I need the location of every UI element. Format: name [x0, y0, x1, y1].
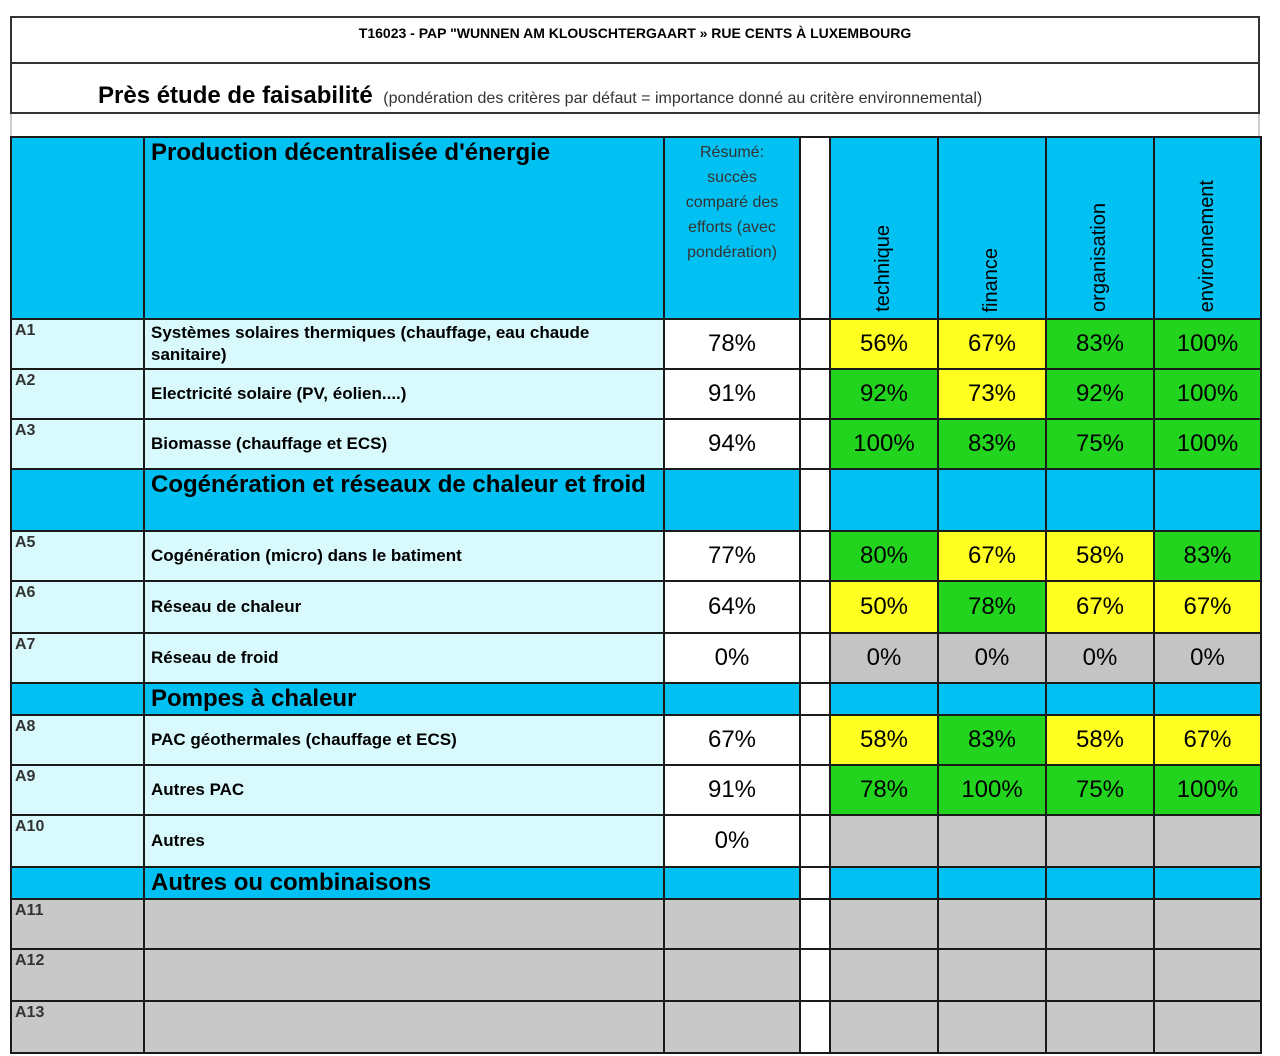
section-criterion-cell	[830, 867, 938, 899]
section-criterion-cell	[1046, 867, 1154, 899]
table-row	[11, 319, 1261, 369]
score-organisation	[1046, 1001, 1154, 1053]
criterion-header-organisation	[1046, 137, 1154, 319]
score-finance: 100%	[938, 765, 1046, 815]
row-summary: 91%	[664, 765, 800, 815]
summary-header-line: pondération)	[687, 244, 777, 261]
row-code: A9	[11, 765, 144, 815]
score-technique: 92%	[830, 369, 938, 419]
row-label	[144, 949, 664, 1001]
row-label: Systèmes solaires thermiques (chauffage, eau chaude sanitaire)	[144, 319, 664, 369]
section-criterion-cell	[938, 469, 1046, 531]
gap-cell	[800, 949, 830, 1001]
section-summary-cell	[664, 867, 800, 899]
section-title: Production décentralisée d'énergie	[144, 137, 664, 319]
summary-header	[664, 137, 800, 319]
row-label: Biomasse (chauffage et ECS)	[144, 419, 664, 469]
criterion-label: organisation	[1088, 203, 1110, 312]
row-code: A10	[11, 815, 144, 867]
row-label: Réseau de froid	[144, 633, 664, 683]
score-organisation: 67%	[1046, 581, 1154, 633]
section-title: Cogénération et réseaux de chaleur et froid	[144, 469, 664, 531]
row-code: A11	[11, 899, 144, 949]
score-organisation	[1046, 949, 1154, 1001]
summary-header-line: succès	[707, 169, 757, 186]
gap-cell	[800, 531, 830, 581]
score-technique: 80%	[830, 531, 938, 581]
section-title: Pompes à chaleur	[144, 683, 664, 715]
score-organisation: 92%	[1046, 369, 1154, 419]
section-criterion-cell	[938, 683, 1046, 715]
criterion-label: technique	[872, 225, 894, 312]
score-technique	[830, 949, 938, 1001]
row-code: A1	[11, 319, 144, 369]
table-row	[11, 715, 1261, 765]
score-technique	[830, 899, 938, 949]
section-criterion-cell	[1154, 867, 1261, 899]
row-summary: 94%	[664, 419, 800, 469]
gap-cell	[800, 369, 830, 419]
section-summary-cell	[664, 683, 800, 715]
score-technique: 50%	[830, 581, 938, 633]
row-code: A13	[11, 1001, 144, 1053]
row-label: Autres	[144, 815, 664, 867]
score-environnement: 0%	[1154, 633, 1261, 683]
score-environnement: 100%	[1154, 369, 1261, 419]
table-row	[11, 899, 1261, 949]
gap-cell	[800, 815, 830, 867]
score-organisation	[1046, 899, 1154, 949]
score-environnement	[1154, 1001, 1261, 1053]
row-code: A5	[11, 531, 144, 581]
row-summary	[664, 949, 800, 1001]
row-summary: 91%	[664, 369, 800, 419]
score-environnement: 100%	[1154, 319, 1261, 369]
section-criterion-cell	[1154, 683, 1261, 715]
row-code: A7	[11, 633, 144, 683]
gap-cell	[800, 581, 830, 633]
score-finance	[938, 815, 1046, 867]
section-criterion-cell	[1046, 683, 1154, 715]
criterion-header-finance	[938, 137, 1046, 319]
study-subtitle: (pondération des critères par défaut = importance donné au critère environnemental)	[383, 90, 983, 107]
score-environnement: 100%	[1154, 419, 1261, 469]
row-code: A2	[11, 369, 144, 419]
row-summary: 64%	[664, 581, 800, 633]
section-criterion-cell	[1154, 469, 1261, 531]
row-label: PAC géothermales (chauffage et ECS)	[144, 715, 664, 765]
score-technique: 78%	[830, 765, 938, 815]
table-row	[11, 419, 1261, 469]
gap-cell	[800, 419, 830, 469]
score-environnement	[1154, 815, 1261, 867]
row-label: Réseau de chaleur	[144, 581, 664, 633]
section-criterion-cell	[1046, 469, 1154, 531]
table-row	[11, 765, 1261, 815]
score-finance: 0%	[938, 633, 1046, 683]
section-criterion-cell	[830, 683, 938, 715]
section-title: Autres ou combinaisons	[144, 867, 664, 899]
section-summary-cell	[664, 469, 800, 531]
project-title-box	[10, 16, 1260, 64]
score-finance: 67%	[938, 319, 1046, 369]
section-row	[11, 683, 1261, 715]
criterion-label: environnement	[1195, 179, 1218, 312]
score-environnement	[1154, 949, 1261, 1001]
criterion-header-technique	[830, 137, 938, 319]
table-row	[11, 949, 1261, 1001]
score-environnement	[1154, 899, 1261, 949]
score-finance: 83%	[938, 715, 1046, 765]
row-code: A8	[11, 715, 144, 765]
score-organisation: 75%	[1046, 765, 1154, 815]
feasibility-matrix	[10, 136, 1262, 1054]
criterion-label: finance	[980, 247, 1002, 312]
row-summary	[664, 1001, 800, 1053]
score-technique: 58%	[830, 715, 938, 765]
row-label	[144, 1001, 664, 1053]
row-label: Cogénération (micro) dans le batiment	[144, 531, 664, 581]
section-criterion-cell	[938, 867, 1046, 899]
score-organisation: 58%	[1046, 531, 1154, 581]
table-row	[11, 531, 1261, 581]
row-code: A3	[11, 419, 144, 469]
table-row	[11, 633, 1261, 683]
score-technique	[830, 815, 938, 867]
summary-header-line: efforts (avec	[688, 219, 776, 236]
section-code-cell	[11, 469, 144, 531]
row-label: Electricité solaire (PV, éolien....)	[144, 369, 664, 419]
row-summary: 0%	[664, 815, 800, 867]
table-row	[11, 815, 1261, 867]
gap-cell	[800, 765, 830, 815]
row-summary: 78%	[664, 319, 800, 369]
table-row	[11, 1001, 1261, 1053]
gap-cell	[800, 469, 830, 531]
gap-cell	[800, 715, 830, 765]
row-summary: 0%	[664, 633, 800, 683]
score-finance: 78%	[938, 581, 1046, 633]
gap-cell	[800, 319, 830, 369]
score-finance: 73%	[938, 369, 1046, 419]
score-environnement: 100%	[1154, 765, 1261, 815]
score-environnement: 67%	[1154, 581, 1261, 633]
gap-cell	[800, 1001, 830, 1053]
gap-cell	[800, 633, 830, 683]
score-environnement: 67%	[1154, 715, 1261, 765]
score-technique: 56%	[830, 319, 938, 369]
table-row	[11, 581, 1261, 633]
study-title-box	[10, 64, 1260, 114]
section-criterion-cell	[830, 469, 938, 531]
score-organisation: 83%	[1046, 319, 1154, 369]
row-summary: 77%	[664, 531, 800, 581]
summary-header-line: comparé des	[685, 194, 779, 211]
row-label: Autres PAC	[144, 765, 664, 815]
score-organisation	[1046, 815, 1154, 867]
score-finance: 67%	[938, 531, 1046, 581]
score-organisation: 0%	[1046, 633, 1154, 683]
gap-cell	[800, 683, 830, 715]
section-code-cell	[11, 683, 144, 715]
row-label	[144, 899, 664, 949]
project-title: T16023 - PAP "WUNNEN AM KLOUSCHTERGAART » RUE CENTS À LUXEMBOURG	[358, 25, 912, 41]
row-summary: 67%	[664, 715, 800, 765]
score-environnement: 83%	[1154, 531, 1261, 581]
row-code: A6	[11, 581, 144, 633]
score-finance	[938, 1001, 1046, 1053]
score-finance	[938, 949, 1046, 1001]
score-organisation: 58%	[1046, 715, 1154, 765]
section-row	[11, 867, 1261, 899]
summary-header-line: Résumé:	[699, 144, 765, 161]
score-finance: 83%	[938, 419, 1046, 469]
header-row	[11, 137, 1261, 319]
section-code-cell	[11, 137, 144, 319]
gap-cell	[800, 867, 830, 899]
study-title: Près étude de faisabilité	[98, 82, 373, 109]
score-organisation: 75%	[1046, 419, 1154, 469]
score-technique: 0%	[830, 633, 938, 683]
spacer-strip	[10, 114, 1260, 138]
gap-cell	[800, 899, 830, 949]
gap-cell	[800, 137, 830, 319]
table-row	[11, 369, 1261, 419]
criterion-header-environnement	[1154, 137, 1261, 319]
score-finance	[938, 899, 1046, 949]
score-technique: 100%	[830, 419, 938, 469]
row-summary	[664, 899, 800, 949]
section-row	[11, 469, 1261, 531]
row-code: A12	[11, 949, 144, 1001]
score-technique	[830, 1001, 938, 1053]
section-code-cell	[11, 867, 144, 899]
